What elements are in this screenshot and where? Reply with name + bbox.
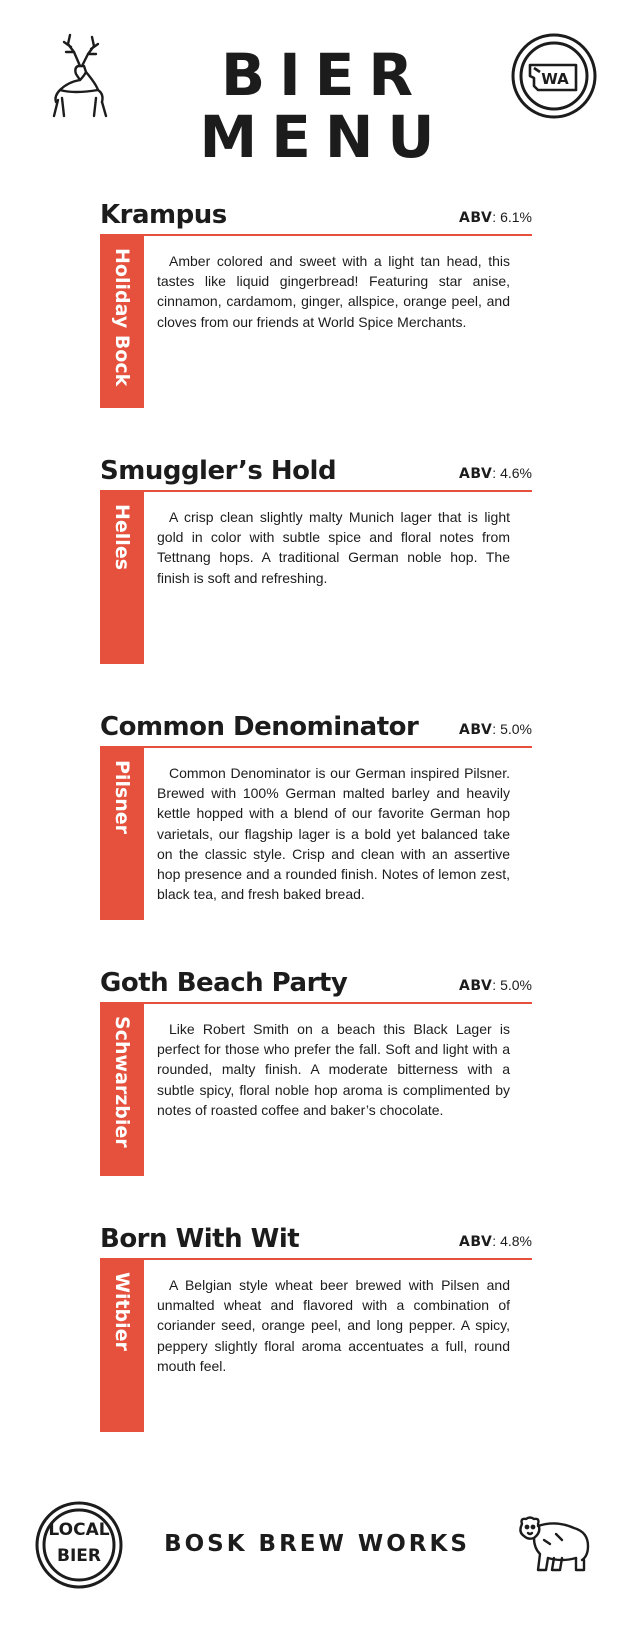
beer-description: A crisp clean slightly malty Munich lager that is light gold in color with subtle spice and floral notes from Tettnang hops. A traditional German noble hop. The finish is soft and refreshing. <box>157 509 510 586</box>
beer-style: Helles <box>111 504 133 571</box>
beer-item-common-denominator <box>100 712 532 922</box>
beer-divider <box>100 490 532 492</box>
bear-icon <box>516 1514 596 1576</box>
washington-state-icon <box>510 32 598 120</box>
beer-style: Witbier <box>111 1272 133 1351</box>
beer-item-born-with-wit <box>100 1224 532 1434</box>
beer-item-goth-beach-party <box>100 968 532 1178</box>
beer-name: Krampus <box>100 200 227 230</box>
menu-title-line2: MENU <box>199 103 449 171</box>
beer-style: Holiday Bock <box>111 248 133 387</box>
local-bier-line2: BIER <box>57 1546 101 1566</box>
beer-style-band <box>100 234 144 408</box>
beer-item-krampus <box>100 200 532 410</box>
beer-divider <box>100 1258 532 1260</box>
abv-label: ABV <box>459 978 493 994</box>
abv-value: : 4.8% <box>492 1233 532 1249</box>
beer-name: Common Denominator <box>100 712 419 742</box>
beer-divider <box>100 746 532 748</box>
menu-title-line1: BIER <box>220 41 428 109</box>
beer-divider <box>100 1002 532 1004</box>
wa-badge-text: WA <box>541 70 569 88</box>
beer-name: Smuggler’s Hold <box>100 456 337 486</box>
abv-value: : 5.0% <box>492 721 532 737</box>
abv-label: ABV <box>459 466 493 482</box>
beer-description: Amber colored and sweet with a light tan head, this tastes like liquid gingerbread! Featuring star anise, cinnamon, cardamom, ginger, allspice, orange peel, and cloves from our friends at World Spice Merchants. <box>157 253 510 330</box>
abv-value: : 4.6% <box>492 465 532 481</box>
beer-description: Common Denominator is our German inspired Pilsner. Brewed with 100% German malted barley and heavily kettle hopped with a blend of our favorite German hop varietals, our flagship lager is a bold yet balanced take on the classic style. Crisp and clean with an assertive hop presence and a rounded finish. Notes of lemon zest, black tea, and fresh baked bread. <box>157 765 510 903</box>
beer-style-band <box>100 490 144 664</box>
beer-style-band <box>100 1002 144 1176</box>
beer-name: Goth Beach Party <box>100 968 348 998</box>
abv-value: : 6.1% <box>492 209 532 225</box>
beer-abv <box>459 1232 532 1251</box>
brewery-name: BOSK BREW WORKS <box>164 1531 470 1557</box>
beer-divider <box>100 234 532 236</box>
abv-label: ABV <box>459 1234 493 1250</box>
beer-name: Born With Wit <box>100 1224 300 1254</box>
beer-style-band <box>100 1258 144 1432</box>
beer-abv <box>459 720 532 739</box>
beer-style: Pilsner <box>111 760 133 835</box>
beer-description: A Belgian style wheat beer brewed with Pilsen and unmalted wheat and flavored with a combination of coriander seed, orange peel, and long pepper. A spicy, peppery slightly floral aroma accentuates a full, round mouth feel. <box>157 1277 510 1374</box>
beer-style-band <box>100 746 144 920</box>
beer-abv <box>459 976 532 995</box>
beer-style: Schwarzbier <box>111 1016 133 1148</box>
beer-item-smugglers-hold <box>100 456 532 666</box>
local-bier-line1: LOCAL <box>48 1520 110 1540</box>
beer-abv <box>459 208 532 227</box>
abv-value: : 5.0% <box>492 977 532 993</box>
abv-label: ABV <box>459 722 493 738</box>
beer-abv <box>459 464 532 483</box>
abv-label: ABV <box>459 210 493 226</box>
beer-description: Like Robert Smith on a beach this Black Lager is perfect for those who prefer the fall. Soft and light with a rounded, malty finish. A moderate bitterness with a subtle spicy, floral noble hop aroma is complimented by notes of roasted coffee and baker’s chocolate. <box>157 1021 510 1118</box>
